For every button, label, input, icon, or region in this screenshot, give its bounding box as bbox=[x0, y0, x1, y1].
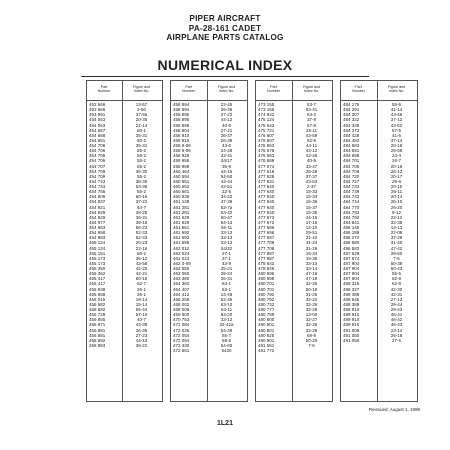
header-line-2: PA-28-161 CADET bbox=[188, 23, 262, 33]
figure-indexes: 13-57 2-50 37-9a 20-35 22-14 60-1 35-31 60-2 35-31 55-2 55-2 55-2 55-2 35-30 55-2 35-30 53-36 55-2 60-16 37-22 64-7 38-28 36-31 35-15 56-22 52-33 52-33 20-23 22-16 56-2 36-12 43-58 42-20 42-21 60-15 62-7 26-1 26-1 19-14 15-14 65-44 57-10 40-7 43-38 26-35 27-23 44-13 36-22 bbox=[135, 102, 148, 348]
figure-indexes: 53-7 53-41 63-2 37-8 57-8 25-11 43-59 62-9 44-11 43-12 43-46 40-9 43-47 26-28 37-37 43-53 2-37 15-33 15-34 15-36 15-37 15-35 44-15 17-15 14-10 29-51 31-42 31-24 31-26 15-34 19-35 33-13 33-14 47-16 47-19 32-26 50-19 31-25 32-22 32-26 32-29 13-00 32-27 32-26 32-28 59-8 50-20 7-6 bbox=[305, 102, 318, 348]
header-line-3: AIRPLANE PARTS CATALOG bbox=[166, 33, 284, 42]
index-column-4 bbox=[340, 80, 418, 402]
index-column-3 bbox=[255, 80, 333, 402]
page-title: NUMERICAL INDEX bbox=[157, 57, 293, 73]
page-number: 1L21 bbox=[217, 420, 233, 427]
part-number-header: Part Number bbox=[267, 85, 280, 94]
part-number-header: Part Number bbox=[182, 85, 195, 94]
column-header bbox=[171, 81, 247, 101]
part-number-header: Part Number bbox=[97, 85, 111, 94]
index-column-2 bbox=[170, 80, 248, 402]
part-number-header: Part Number bbox=[352, 85, 365, 94]
figure-index-header: Figure and Index No. bbox=[387, 85, 406, 94]
figure-indexes: 55-5 41-14 43-46 37-12 43-52 57-5 41-6 37-14 20-18 29-59 24-4 26-7 20-16 26-12 20-17 26-8 20-15 26-11 20-14 26-10 26-20 8-12 22-12 32-38 13-13 22-09 37-29 31-40 47-42 29-50 7-5 50-38 50-43 55-5 62-8 62-8 42-30 42-31 27-13 29-44 29-43 46-41 46-42 46-43 22-14 26-18 27-5 bbox=[390, 102, 403, 343]
column-body bbox=[256, 101, 332, 353]
column-body bbox=[87, 101, 162, 348]
figure-index-header: Figure and Index No. bbox=[132, 85, 151, 94]
header-line-1: PIPER AIRCRAFT bbox=[189, 14, 261, 23]
part-numbers: 458 894 458 894 458 895 458 895 458 898 458 904 458 910 458 910 458 9-06 458 9-06 458 928 458 958 458 968 460 464 460 594 460 651 460 652 460 681 460 836 461 138 461 281 461 281 461 629 461 629 461 651 461 692 461 693 461 695 462 012 462 024 462 024 462 0-09 462 050 462 060 463 380 464 362 464 407 464 412 465 258 468 002 468 006 469 600 470 753 471 084 472 036 472 054 472 054 472 330 472 661 bbox=[173, 102, 191, 353]
figure-index-header: Figure and Index No. bbox=[217, 85, 236, 94]
part-numbers: 453 666 453 666 453 991 454 053 454 063 454 657 454 668 454 681 454 706 454 706 454 706 454 706 454 707 454 709 454 709 454 743 454 743 454 756 454 806 454 837 454 921 454 928 454 929 454 977 454 983 454 958 454 983 455 124 455 124 455 151 455 173 455 173 455 350 455 362 455 417 455 417 455 938 455 968 456 015 456 682 456 682 456 729 456 855 456 871 456 881 456 891 458 892 458 893 bbox=[89, 102, 106, 348]
figure-indexes: 22-45 26-36 27-22 44-12 40-9 27-21 26-37 26-39 43-6 24-28 43-41 34/17 35-6 44-16 54-50 43-44 43-51 22-5 34-22 47-39 53-7a 53-42 50-47 64-13 56-11 33-13 33-13 33-13 54/32 27-1 27-1 43-9 25-21 25-24 26-31 63-1 63-1 13-49 52-46 63-10 63-11 63-20 33-12 32-42a 54-39 55-7 58-8 54-60 5420 bbox=[219, 102, 234, 353]
column-header bbox=[341, 81, 417, 101]
part-numbers: 473 155 473 155 474 942 475 124 475 542 475 721 476 607 476 607 476 663 476 678 476 683 476 689 477 074 477 618 477 629 477 631 477 640 477 640 477 640 477 640 477 640 477 640 477 673 477 672 477 696 477 696 477 697 477 709 477 709 477 887 477 887 478 643 478 845 480 696 480 698 480 701 480 701 480 792 480 792 480 732 480 777 480 789 480 800 480 801 480 801 480 825 480 901 481 651 481 772 bbox=[258, 102, 275, 353]
catalog-header bbox=[0, 14, 450, 43]
index-tables bbox=[86, 80, 418, 402]
index-column-1 bbox=[86, 80, 163, 402]
reissue-date: Reissued: August 1, 1999 bbox=[368, 407, 420, 412]
column-header bbox=[87, 81, 162, 101]
part-numbers: 484 175 484 291 484 307 484 322 484 348 484 373 484 428 484 482 484 583 484 691 484 698 484 701 484 705 484 706 484 720 484 727 484 733 484 739 484 743 484 744 484 770 484 792 484 792 484 841 486 145 486 188 486 274 486 580 486 583 487 629 487 674 487 904 487 904 487 904 487 904 488 315 488 327 488 489 488 545 488 389 488 910 489 910 489 910 489 910 491 009 491 050 491 050 bbox=[343, 102, 360, 343]
figure-index-header: Figure and Index No. bbox=[302, 85, 321, 94]
column-header bbox=[256, 81, 332, 101]
column-body bbox=[341, 101, 417, 343]
column-body bbox=[171, 101, 247, 353]
title-underline bbox=[81, 76, 369, 77]
